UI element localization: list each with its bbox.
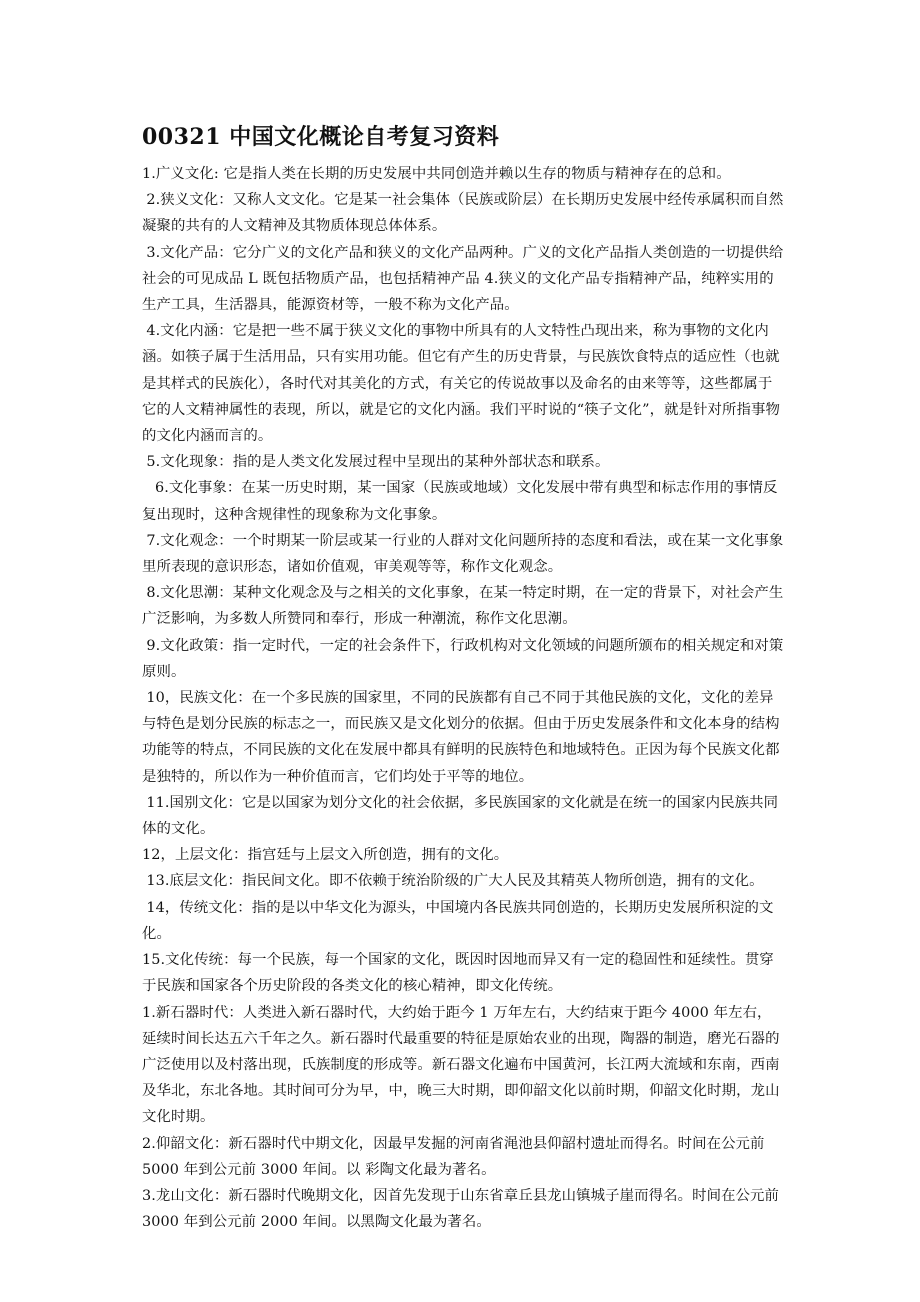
- paragraph-2: 2.狭义文化：又称人文文化。它是某一社会集体（民族或阶层）在长期历史发展中经传承属积而自然凝聚的共有的人文精神及其物质体现总体体系。: [142, 192, 784, 235]
- paragraph-11: 11.国别文化：它是以国家为划分文化的社会依据，多民族国家的文化就是在统一的国家内民族共同体的文化。: [142, 794, 779, 838]
- paragraph-10: 10，民族文化：在一个多民族的国家里，不同的民族都有自己不同于其他民族的文化，文化的差异与特色是划分民族的标志之一，而民族又是文化划分的依据。但由于历史发展条件和文化本身的结构功能等的特点，不同民族的文化在发展中都具有鲜明的民族特色和地域特色。正因为每个民族文化都是独特的，所以作为一种价值而言，它们均处于平等的地位。: [142, 690, 780, 785]
- paragraph-17: 2.仰韶文化：新石器时代中期文化，因最早发掘的河南省渑池县仰韶村遗址而得名。时间在公元前 5000 年到公元前 3000 年间。以 彩陶文化最为著名。: [142, 1135, 765, 1178]
- paragraph-16: 1.新石器时代：人类进入新石器时代，大约始于距今 1 万年左右，大约结束于距今 4000 年左右，延续时间长达五六千年之久。新石器时代最重要的特征是原始农业的出现，陶器的制造，磨光石器的广泛使用以及村落出现，氏族制度的形成等。新石器文化遍布中国黄河，长江两大流域和东南，西南及华北，东北各地。其时间可分为早，中，晚三大时期，即仰韶文化以前时期，仰韶文化时期，龙山文化时期。: [142, 1004, 780, 1126]
- paragraph-5: 5.文化现象：指的是人类文化发展过程中呈现出的某种外部状态和联系。: [146, 454, 610, 471]
- paragraph-14: 14，传统文化：指的是以中华文化为源头，中国境内各民族共同创造的，长期历史发展所积淀的文化。: [142, 899, 774, 942]
- paragraph-15: 15.文化传统：每一个民族，每一个国家的文化，既因时因地而异又有一定的稳固性和延续性。贯穿于民族和国家各个历史阶段的各类文化的核心精神，即文化传统。: [142, 952, 774, 995]
- paragraph-12: 12，上层文化：指宫廷与上层文入所创造，拥有的文化。: [142, 847, 509, 864]
- document-title: 00321 中国文化概论自考复习资料: [142, 124, 500, 150]
- paragraph-1: 1.广义文化: 它是指人类在长期的历史发展中共同创造并赖以生存的物质与精神存在的总和。: [142, 166, 731, 182]
- paragraph-18: 3.龙山文化：新石器时代晚期文化，因首先发现于山东省章丘县龙山镇城子崖而得名。时间在公元前 3000 年到公元前 2000 年间。以黑陶文化最为著名。: [142, 1187, 780, 1231]
- paragraph-6: 6.文化事象：在某一历史时期，某一国家（民族或地域）文化发展中带有典型和标志作用的事情反复出现时，这种含规律性的现象称为文化事象。: [142, 480, 778, 523]
- paragraph-8: 8.文化思潮：某种文化观念及与之相关的文化事象，在某一特定时期，在一定的背景下，对社会产生广泛影响，为多数人所赞同和奉行，形成一种潮流，称作文化思潮。: [142, 585, 784, 628]
- paragraph-9: 9.文化政策：指一定时代，一定的社会条件下，行政机构对文化领域的问题所颁布的相关规定和对策原则。: [142, 637, 784, 680]
- paragraph-4: 4.文化内涵：它是把一些不属于狭义文化的事物中所具有的人文特性凸现出来，称为事物的文化内涵。如筷子属于生活用品，只有实用功能。但它有产生的历史背景，与民族饮食特点的适应性（也就是其样式的民族化），各时代对其美化的方式，有关它的传说故事以及命名的由来等等，这些都属于它的人文精神属性的表现，所以，就是它的文化内涵。我们平时说的“筷子文化”，就是针对所指事物的文化内涵而言的。: [142, 323, 781, 445]
- paragraph-3: 3.文化产品：它分广义的文化产品和狭义的文化产品两种。广义的文化产品指人类创造的一切提供给社会的可见成品 L 既包括物质产品，也包括精神产品 4.狭义的文化产品专指精神产品，纯粹实用的生产工具，生活器具，能源资材等，一般不称为文化产品。: [142, 244, 784, 314]
- paragraph-13: 13.底层文化：指民间文化。即不依赖于统治阶级的广大人民及其精英人物所创造，拥有的文化。: [146, 873, 764, 890]
- document-body: [142, 161, 786, 1235]
- paragraph-7: 7.文化观念：一个时期某一阶层或某一行业的人群对文化问题所持的态度和看法，或在某一文化事象里所表现的意识形态，诸如价值观，审美观等等，称作文化观念。: [142, 532, 784, 576]
